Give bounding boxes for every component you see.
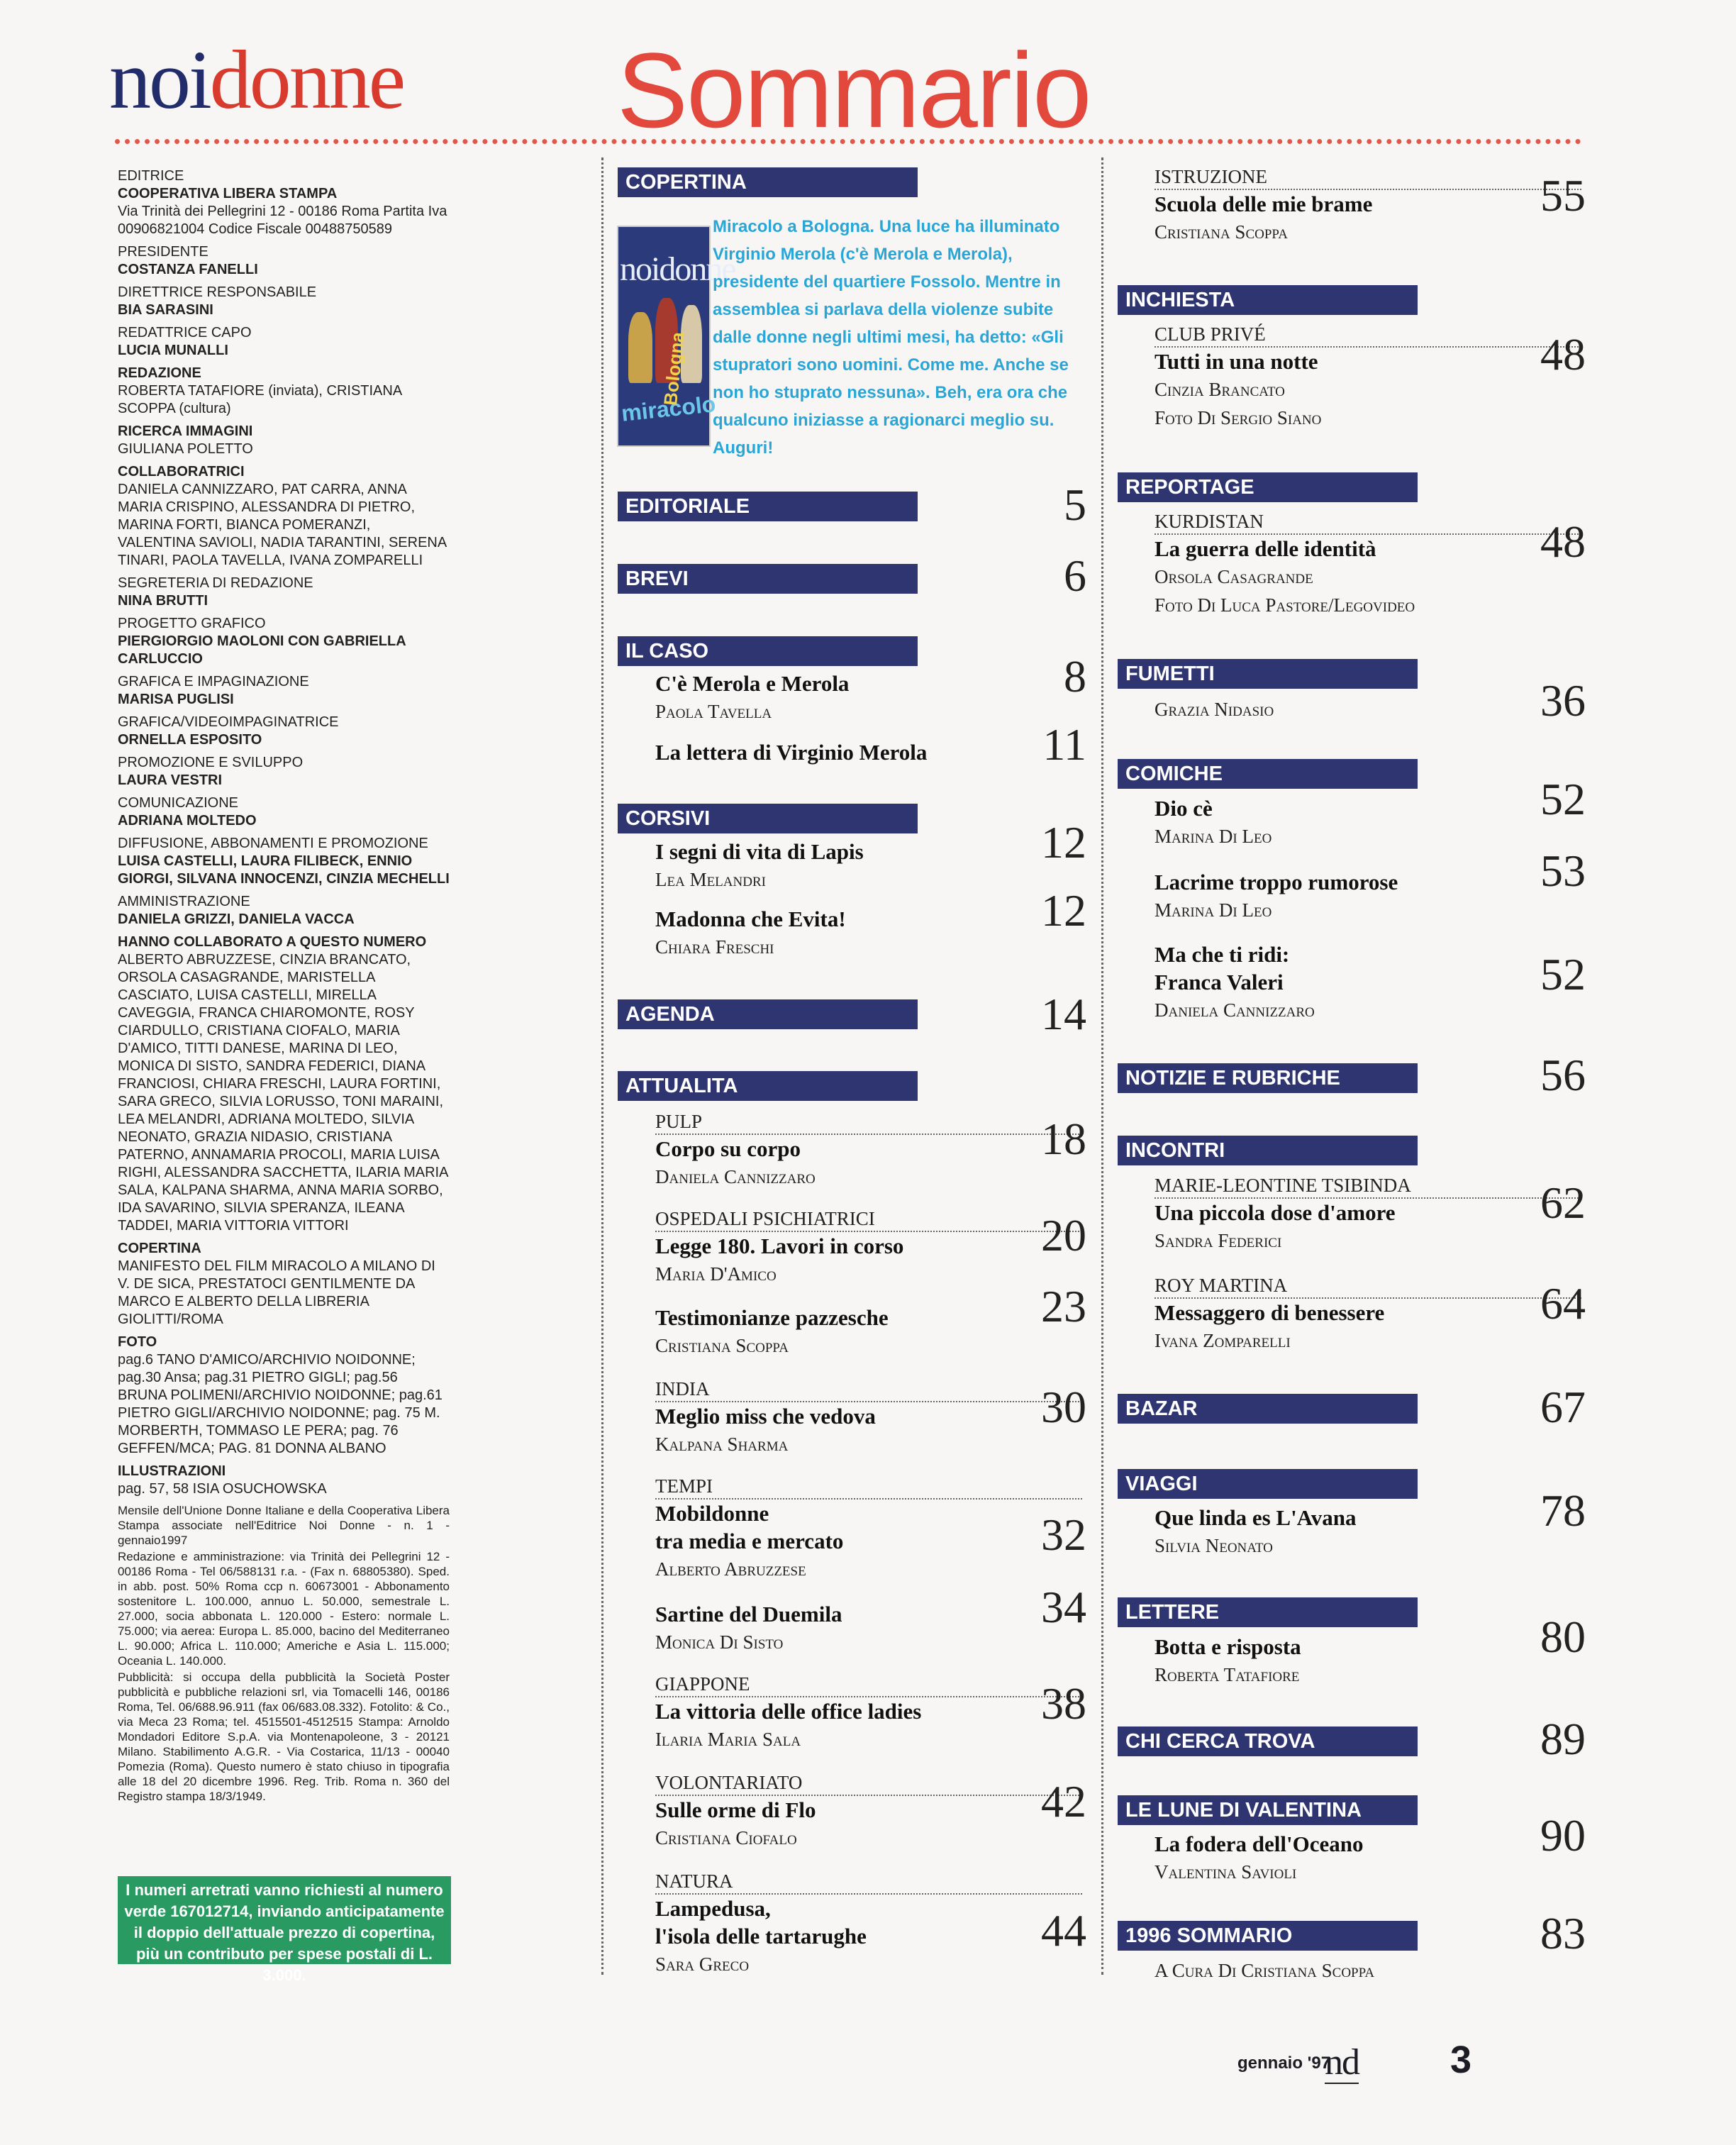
section-bar-notizie: NOTIZIE E RUBRICHE	[1118, 1063, 1418, 1093]
credit-diffusione: DIFFUSIONE, ABBONAMENTI E PROMOZIONE LUISA CASTELLI, LAURA FILIBECK, ENNIO GIORGI, SILVANA INNOCENZI, CINZIA MECHELLI	[118, 836, 450, 887]
section-bar-incontri: INCONTRI	[1118, 1136, 1418, 1165]
page-title: Sommario	[617, 31, 1091, 150]
column-divider-2	[1101, 157, 1103, 1975]
toc-entry[interactable]: A Cura Di Cristiana Scoppa	[1154, 1960, 1375, 1981]
toc-entry[interactable]: C'è Merola e Merola Paola Tavella	[655, 671, 850, 722]
page-number: 14	[1041, 989, 1086, 1039]
toc-entry[interactable]: KURDISTAN La guerra delle identità Orsola Casagrande Foto Di Luca Pastore/Legovideo	[1154, 509, 1581, 619]
toc-entry[interactable]: Ma che ti ridi: Franca Valeri Daniela Cannizzaro	[1154, 942, 1315, 1021]
toc-entry[interactable]: Dio cè Marina Di Leo	[1154, 796, 1272, 847]
page-number: 23	[1041, 1281, 1086, 1331]
toc-entry[interactable]: INDIA Meglio miss che vedova Kalpana Sharma	[655, 1377, 1082, 1458]
credit-ricerca: RICERCA IMMAGINI GIULIANA POLETTO	[118, 423, 253, 457]
section-bar-comiche: COMICHE	[1118, 759, 1418, 789]
credit-grafica: GRAFICA E IMPAGINAZIONE MARISA PUGLISI	[118, 674, 309, 707]
page-number: 12	[1041, 885, 1086, 936]
page-number: 78	[1540, 1485, 1586, 1536]
section-bar-lune-di-valentina: LE LUNE DI VALENTINA	[1118, 1795, 1418, 1825]
credit-presidente: PRESIDENTE COSTANZA FANELLI	[118, 244, 258, 277]
toc-entry[interactable]: La lettera di Virginio Merola	[655, 740, 928, 765]
toc-entry[interactable]: ISTRUZIONE Scuola delle mie brame Cristiana Scoppa	[1154, 165, 1581, 246]
page-number: 5	[1064, 480, 1086, 530]
page-number: 8	[1064, 651, 1086, 702]
credits-column	[118, 167, 450, 1805]
toc-entry[interactable]: NATURA Lampedusa, l'isola delle tartarughe Sara Greco	[655, 1869, 1082, 1978]
toc-entry[interactable]: MARIE-LEONTINE TSIBINDA Una piccola dose d'amore Sandra Federici	[1154, 1173, 1581, 1255]
credit-promozione: PROMOZIONE E SVILUPPO LAURA VESTRI	[118, 755, 304, 788]
credit-hanno-collaborato: HANNO COLLABORATO A QUESTO NUMERO ALBERTO ABRUZZESE, CINZIA BRANCATO, ORSOLA CASAGRANDE, MARISTELLA CASCIATO, LUISA CASTELLI, MIRELLA CAVEGGIA, FRANCA CHIAROMONTE, ROSY CIARDULLO, CRISTIANA CIOFALO, MARIA D'AMICO, TITTI DANESE, MARINA DI LEO, MONICA DI SISTO, SANDRA FEDERICI, DIANA FRANCIOSI, CHIARA FRESCHI, LAURA FORTINI, SARA GRECO, SILVIA LORUSSO, TONI MARAINI, LEA MELANDRI, ADRIANA MOLTEDO, SILVIA NEONATO, GRAZIA NIDASIO, CRISTIANA PATERNO, ANNAMARIA PROCOLI, MARIA LUISA RIGHI, ALESSANDRA SACCHETTA, ILARIA MARIA SALA, KALPANA SHARMA, ANNA MARIA SORBO, IDA SAVARINO, SILVIA SPERANZA, ILEANA TADDEI, MARIA VITTORIA VITTORI	[118, 934, 448, 1234]
cover-figure	[628, 312, 652, 383]
toc-entry[interactable]: VOLONTARIATO Sulle orme di Flo Cristiana Ciofalo	[655, 1770, 1082, 1852]
page-number: 42	[1041, 1776, 1086, 1827]
masthead	[109, 33, 404, 126]
toc-entry[interactable]: GIAPPONE La vittoria delle office ladies Ilaria Maria Sala	[655, 1672, 1082, 1753]
masthead-part1: noi	[109, 33, 210, 126]
imprint: Mensile dell'Unione Donne Italiane e della Cooperativa Libera Stampa associate nell'Editrice Noi Donne - n. 1 - gennaio1997 Redazione e amministrazione: via Trinità dei Pellegrini 12 - 00186 Roma - Tel 06/588131 r.a. - (Fax n. 68805380). Sped. in abb. post. 50% Roma ccp n. 60673001 - Abbonamento sostenitore L. 100.000, annuo L. 50.000, semestrale L. 27.000, socia abbonata L. 120.000 - Estero: normale L. 75.000; via aerea: Europa L. 85.000, bacino del Mediterraneo L. 90.000; Africa L. 110.000; Americhe e Asia L. 115.000; Oceania L. 140.000. Pubblicità: si occupa della pubblicità la Società Poster pubblicità e pubbliche relazioni srl, via Tomacelli 146, 00186 Roma, Tel. 06/688.96.911 (fax 06/683.08.332). Fotolito: & Co., via Meca 23 Roma; tel. 4515501-4512515 Stampa: Arnoldo Mondadori Editore S.p.A. via Montenapoleone, 3 - 20121 Milano. Stabilimento A.G.R. - Via Costarica, 11/13 - 00040 Pomezia (Roma). Questo numero è stato chiuso in tipografia alle 18 del 20 dicembre 1996. Reg. Trib. Roma n. 360 del Registro stampa 18/3/1949.	[118, 1504, 450, 1803]
back-issues-notice: I numeri arretrati vanno richiesti al numero verde 167012714, inviando anticipatamente il doppio dell'attuale prezzo di copertina, più un contributo per spese postali di L. 3.000.	[118, 1876, 451, 1964]
section-bar-il-caso: IL CASO	[618, 636, 918, 666]
credit-comunicazione: COMUNICAZIONE ADRIANA MOLTEDO	[118, 795, 257, 828]
toc-entry[interactable]: TEMPI Mobildonne tra media e mercato Alberto Abruzzese	[655, 1474, 1082, 1583]
section-bar-inchiesta: INCHIESTA	[1118, 285, 1418, 315]
page-number: 32	[1041, 1509, 1086, 1560]
section-bar-brevi: BREVI	[618, 564, 918, 594]
cover-thumbnail	[617, 226, 735, 447]
credit-foto: FOTO pag.6 TANO D'AMICO/ARCHIVIO NOIDONNE; pag.30 Ansa; pag.31 PIETRO GIGLI; pag.56 BRUNA POLIMENI/ARCHIVIO NOIDONNE; pag.61 PIETRO GIGLI/ARCHIVIO NOIDONNE; pag. 75 M. MORBERTH, TOMMASO LE PERA; pag. 76 GEFFEN/MCA; PAG. 81 DONNA ALBANO	[118, 1334, 443, 1456]
toc-entry[interactable]: PULP Corpo su corpo Daniela Cannizzaro	[655, 1109, 1082, 1191]
credit-copertina: COPERTINA MANIFESTO DEL FILM MIRACOLO A MILANO DI V. DE SICA, PRESTATOCI GENTILMENTE DA MARCO E ALBERTO DELLA LIBRERIA GIOLITTI/ROMA	[118, 1241, 435, 1327]
issue-date: gennaio '97	[1237, 2053, 1331, 2073]
credit-illustrazioni: ILLUSTRAZIONI pag. 57, 58 ISIA OSUCHOWSKA	[118, 1463, 327, 1497]
toc-entry[interactable]: I segni di vita di Lapis Lea Melandri	[655, 839, 864, 890]
page-number: 56	[1540, 1050, 1586, 1100]
section-bar-chi-cerca-trova: CHI CERCA TROVA	[1118, 1726, 1418, 1756]
cover-blurb: Miracolo a Bologna. Una luce ha illuminato Virginio Merola (c'è Merola e Merola), presidente del quartiere Fossolo. Mentre in assemblea si parlava della violenze subite dalle donne negli ultimi mesi, ha detto: «Gli stupratori sono uomini. Come me. Anche se non ho stuprato nessuna». Beh, era ora che qualcuno iniziasse a ragionarci meglio su. Auguri!	[713, 217, 1069, 458]
page-number: 30	[1041, 1382, 1086, 1432]
toc-entry[interactable]: Sartine del Duemila Monica Di Sisto	[655, 1602, 842, 1653]
toc-entry[interactable]: Grazia Nidasio	[1154, 699, 1274, 720]
credit-editrice: EDITRICE COOPERATIVA LIBERA STAMPA Via Trinità dei Pellegrini 12 - 00186 Roma Partita Iva 00906821004 Codice Fiscale 00488750589	[118, 168, 447, 237]
section-bar-agenda: AGENDA	[618, 999, 918, 1029]
page-number: 52	[1540, 774, 1586, 824]
page-number: 20	[1041, 1210, 1086, 1260]
credit-redattrice: REDATTRICE CAPO LUCIA MUNALLI	[118, 325, 252, 358]
masthead-part2: donne	[209, 33, 404, 126]
page-number: 38	[1041, 1678, 1086, 1729]
page-number: 62	[1540, 1177, 1586, 1228]
page-number: 53	[1540, 846, 1586, 896]
section-bar-reportage: REPORTAGE	[1118, 472, 1418, 502]
credit-direttrice: DIRETTRICE RESPONSABILE BIA SARASINI	[118, 284, 317, 318]
page-number: 36	[1540, 675, 1586, 726]
cover-subtitle: miracolo	[620, 391, 717, 426]
page-number: 48	[1540, 329, 1586, 379]
toc-entry[interactable]: Madonna che Evita! Chiara Freschi	[655, 907, 846, 958]
page-number: 83	[1540, 1908, 1586, 1958]
toc-entry[interactable]: Lacrime troppo rumorose Marina Di Leo	[1154, 870, 1398, 921]
page-number: 6	[1064, 550, 1086, 601]
toc-entry[interactable]: Que linda es L'Avana Silvia Neonato	[1154, 1505, 1357, 1556]
page-number: 80	[1540, 1612, 1586, 1662]
section-bar-bazar: BAZAR	[1118, 1394, 1418, 1424]
page-number: 52	[1540, 949, 1586, 999]
cover-title: noidonne	[620, 250, 735, 288]
page-number: 44	[1041, 1905, 1086, 1956]
toc-entry[interactable]: La fodera dell'Oceano Valentina Savioli	[1154, 1831, 1364, 1883]
page-number: 34	[1041, 1582, 1086, 1632]
toc-entry[interactable]: Botta e risposta Roberta Tatafiore	[1154, 1634, 1301, 1685]
toc-entry[interactable]: CLUB PRIVÉ Tutti in una notte Cinzia Brancato Foto Di Sergio Siano	[1154, 322, 1581, 432]
page-number: 48	[1540, 516, 1586, 567]
page-number: 55	[1540, 170, 1586, 221]
section-bar-attualita: ATTUALITA	[618, 1071, 918, 1101]
page-number: 64	[1540, 1278, 1586, 1329]
page-number: 18	[1041, 1114, 1086, 1164]
page-number: 90	[1540, 1810, 1586, 1861]
section-bar-fumetti: FUMETTI	[1118, 659, 1418, 689]
dotted-divider	[115, 139, 1581, 144]
credit-video: GRAFICA/VIDEOIMPAGINATRICE ORNELLA ESPOSITO	[118, 714, 339, 748]
page-number-footer: 3	[1450, 2039, 1472, 2081]
section-bar-editoriale: EDITORIALE	[618, 492, 918, 521]
page-number: 11	[1042, 719, 1086, 770]
section-bar-corsivi: CORSIVI	[618, 804, 918, 833]
column-divider-1	[601, 157, 603, 1975]
credit-amministrazione: AMMINISTRAZIONE DANIELA GRIZZI, DANIELA VACCA	[118, 894, 355, 927]
toc-entry[interactable]: OSPEDALI PSICHIATRICI Legge 180. Lavori in corso Maria D'Amico	[655, 1207, 1082, 1288]
section-bar-viaggi: VIAGGI	[1118, 1469, 1418, 1499]
section-bar-1996-sommario: 1996 SOMMARIO	[1118, 1921, 1418, 1951]
toc-entry[interactable]: ROY MARTINA Messaggero di benessere Ivana Zomparelli	[1154, 1273, 1581, 1355]
credit-progetto: PROGETTO GRAFICO PIERGIORGIO MAOLONI CON GABRIELLA CARLUCCIO	[118, 616, 406, 667]
toc-entry[interactable]: Testimonianze pazzesche Cristiana Scoppa	[655, 1305, 889, 1356]
page-number: 67	[1540, 1382, 1586, 1432]
page-number: 89	[1540, 1714, 1586, 1764]
credit-collaboratrici: COLLABORATRICI DANIELA CANNIZZARO, PAT CARRA, ANNA MARIA CRISPINO, ALESSANDRA DI PIETRO, MARINA FORTI, BIANCA POMERANZI, VALENTINA SAVIOLI, NADIA TARANTINI, SERENA TINARI, PAOLA TAVELLA, IVANA ZOMPARELLI	[118, 464, 447, 568]
section-bar-copertina: COPERTINA	[618, 167, 918, 197]
page-number: 12	[1041, 817, 1086, 868]
section-bar-lettere: LETTERE	[1118, 1597, 1418, 1627]
credit-redazione: REDAZIONE ROBERTA TATAFIORE (inviata), CRISTIANA SCOPPA (cultura)	[118, 365, 402, 416]
cover-subtitle-2: Bologna	[660, 331, 689, 407]
footer-logo: nd	[1325, 2042, 1359, 2084]
credit-segreteria: SEGRETERIA DI REDAZIONE NINA BRUTTI	[118, 575, 313, 609]
